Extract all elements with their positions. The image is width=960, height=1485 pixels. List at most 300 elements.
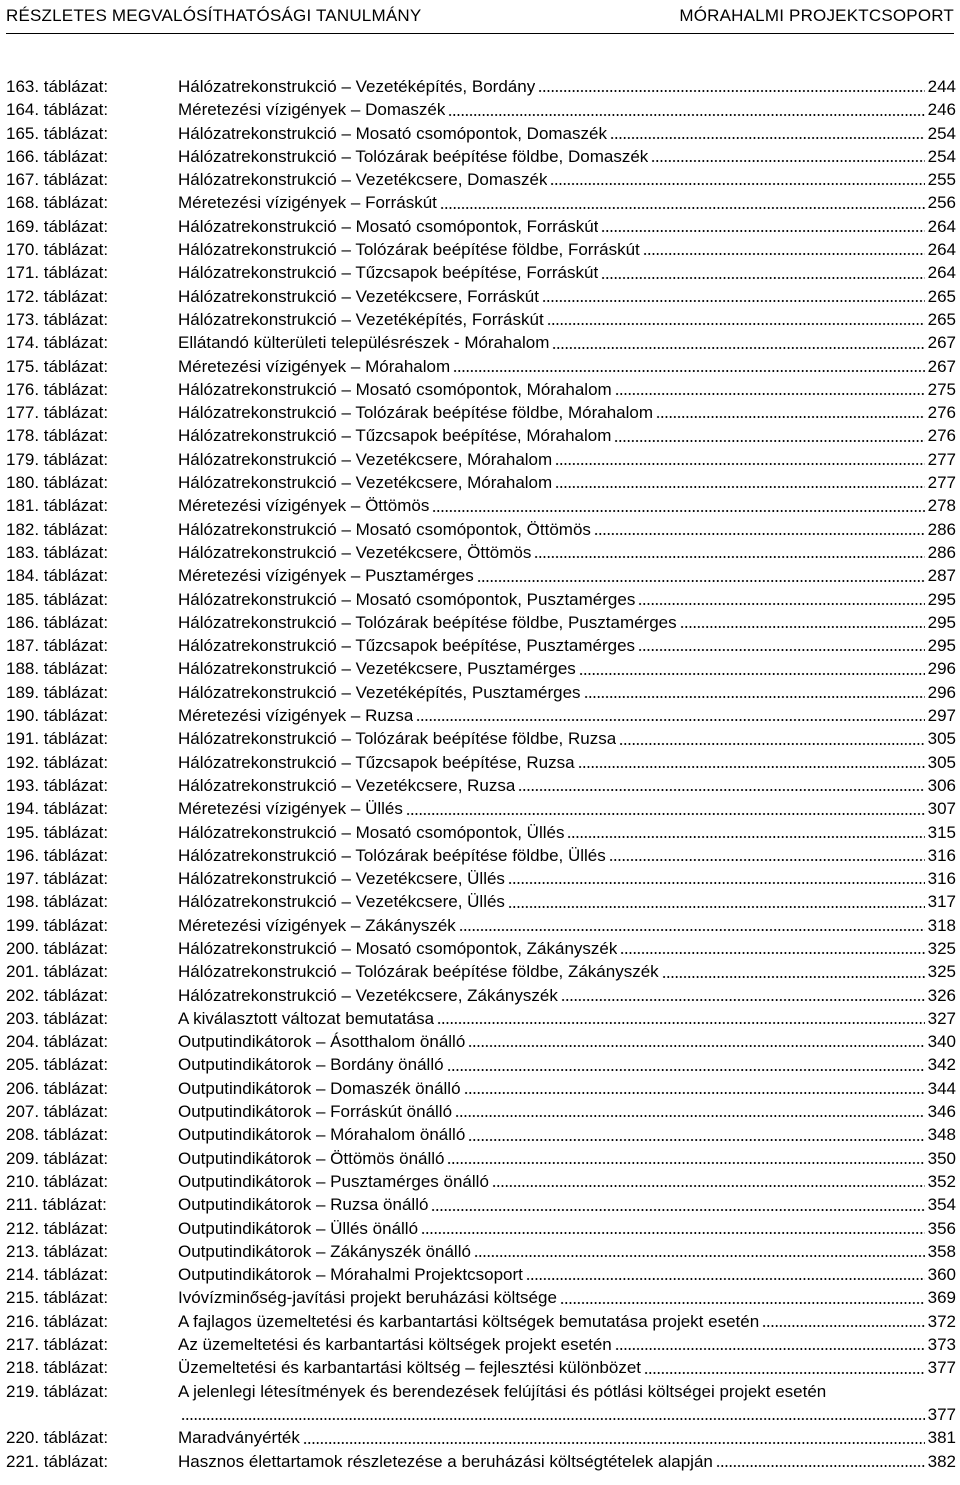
toc-entry-title: Hálózatrekonstrukció – Vezetéképítés, Pusztamérges [178,682,581,702]
dot-leader [651,158,924,163]
toc-entry-title: Hálózatrekonstrukció – Tolózárak beépítése földbe, Zákányszék [178,962,659,982]
toc-entry-page: 254 [927,146,956,166]
toc-entry-title: Hálózatrekonstrukció – Vezetékcsere, Öttömös [178,542,532,562]
dot-leader [656,414,925,419]
toc-entry-page: 356 [927,1218,956,1238]
toc-entry-page: 246 [927,100,956,120]
toc-entry-number: 187. táblázat: [6,636,109,656]
toc-entry-number: 168. táblázat: [6,193,109,213]
dot-leader [578,764,925,769]
toc-entry[interactable] [6,1333,956,1356]
toc-entry-page: 265 [927,309,956,329]
toc-entry-number: 164. táblázat: [6,100,109,120]
toc-entry[interactable] [6,401,956,424]
dot-leader [447,1160,924,1165]
toc-entry[interactable] [6,1310,956,1333]
toc-entry-page: 287 [927,566,956,586]
toc-entry-number: 190. táblázat: [6,706,109,726]
toc-entry[interactable] [6,308,956,331]
toc-entry-page: 276 [927,403,956,423]
toc-entry-page: 277 [927,473,956,493]
toc-entry-number: 208. táblázat: [6,1125,109,1145]
toc-entry-title: Outputindikátorok – Mórahalmi Projektcsoport [178,1265,523,1285]
toc-entry-number: 198. táblázat: [6,892,109,912]
toc-entry-number: 193. táblázat: [6,775,109,795]
toc-entry-title: Hálózatrekonstrukció – Tolózárak beépítése földbe, Mórahalom [178,403,654,423]
toc-entry-number: 165. táblázat: [6,123,109,143]
toc-entry[interactable] [6,564,956,587]
toc-entry[interactable] [6,1426,956,1449]
toc-entry-number: 215. táblázat: [6,1288,109,1308]
toc-entry-title: Üzemeltetési és karbantartási költség – fejlesztési különbözet [178,1358,642,1378]
toc-entry-number: 219. táblázat: [6,1381,109,1401]
toc-entry-title: Hálózatrekonstrukció – Tolózárak beépítése földbe, Pusztamérges [178,612,677,632]
dot-leader [601,228,924,233]
toc-entry-number: 182. táblázat: [6,519,109,539]
dot-leader [638,647,925,652]
toc-entry-title: Outputindikátorok – Ruzsa önálló [178,1195,429,1215]
toc-entry-title: Méretezési vízigények – Domaszék [178,100,446,120]
toc-entry-number: 196. táblázat: [6,845,109,865]
toc-entry-title: Hálózatrekonstrukció – Vezetéképítés, Forráskút [178,309,544,329]
toc-entry-page: 286 [927,519,956,539]
toc-entry[interactable] [6,797,956,820]
toc-entry-number: 204. táblázat: [6,1032,109,1052]
dot-leader [680,624,925,629]
page-header [6,0,954,32]
toc-entry[interactable] [6,1217,956,1240]
toc-entry-title: Hálózatrekonstrukció – Tűzcsapok beépítése, Ruzsa [178,752,575,772]
toc-entry-number: 181. táblázat: [6,496,109,516]
toc-entry-title: Outputindikátorok – Zákányszék önálló [178,1241,471,1261]
toc-entry-title: Hálózatrekonstrukció – Tűzcsapok beépítése, Mórahalom [178,426,612,446]
dot-leader [459,927,925,932]
toc-entry[interactable] [6,727,956,750]
toc-entry[interactable] [6,145,956,168]
dot-leader [181,1416,925,1421]
toc-entry-title: Hálózatrekonstrukció – Tolózárak beépítése földbe, Forráskút [178,240,640,260]
dot-leader [584,694,925,699]
toc-entry-number: 213. táblázat: [6,1241,109,1261]
toc-entry-number: 220. táblázat: [6,1428,109,1448]
dot-leader [448,112,924,117]
toc-entry-number: 210. táblázat: [6,1171,109,1191]
dot-leader [547,321,925,326]
dot-leader [619,741,924,746]
toc-entry-title: Hálózatrekonstrukció – Vezetékcsere, Pusztamérges [178,659,576,679]
toc-entry-page: 277 [927,449,956,469]
toc-entry[interactable] [6,285,956,308]
toc-entry-title: Méretezési vízigények – Forráskút [178,193,437,213]
toc-entry[interactable] [6,98,956,121]
dot-leader [538,88,924,93]
toc-entry-title: Hálózatrekonstrukció – Mosató csomópontok, Mórahalom [178,379,612,399]
toc-entry-title: A kiválasztott változat bemutatása [178,1008,435,1028]
toc-entry-title: Méretezési vízigények – Üllés [178,799,403,819]
toc-entry-page: 344 [927,1078,956,1098]
toc-entry-page: 325 [927,938,956,958]
toc-entry-number: 206. táblázat: [6,1078,109,1098]
document-title: RÉSZLETES MEGVALÓSÍTHATÓSÁGI TANULMÁNY [6,6,422,25]
toc-entry[interactable] [6,774,956,797]
toc-entry-title: Hálózatrekonstrukció – Mosató csomópontok, Üllés [178,822,565,842]
toc-entry[interactable] [6,960,956,983]
toc-entry-number: 188. táblázat: [6,659,109,679]
toc-entry-title: Hálózatrekonstrukció – Mosató csomópontok, Pusztamérges [178,589,636,609]
toc-entry-number: 179. táblázat: [6,449,109,469]
toc-entry-page: 297 [927,706,956,726]
toc-entry-page: 348 [927,1125,956,1145]
toc-entry[interactable] [6,355,956,378]
toc-entry-title: Hálózatrekonstrukció – Vezetékcsere, Üllés [178,892,505,912]
toc-entry[interactable] [6,914,956,937]
dot-leader [561,997,925,1002]
toc-entry-number: 207. táblázat: [6,1102,109,1122]
dot-leader [620,950,924,955]
toc-entry-number: 202. táblázat: [6,985,109,1005]
dot-leader [431,1207,924,1212]
toc-entry-number: 186. táblázat: [6,612,109,632]
toc-entry-number: 171. táblázat: [6,263,109,283]
toc-entry-title: Méretezési vízigények – Ruzsa [178,706,414,726]
toc-entry-page: 305 [927,729,956,749]
dot-leader [550,181,924,186]
toc-entry-number: 218. táblázat: [6,1358,109,1378]
toc-entry-page: 382 [927,1451,956,1471]
toc-entry-page: 286 [927,542,956,562]
dot-leader [416,717,924,722]
dot-leader [468,1043,924,1048]
dot-leader [437,1020,925,1025]
toc-entry-title: Hálózatrekonstrukció – Vezetékcsere, Domaszék [178,170,548,190]
dot-leader [303,1440,925,1445]
toc-entry-page: 369 [927,1288,956,1308]
toc-entry[interactable] [6,494,956,517]
toc-entry[interactable] [6,844,956,867]
toc-entry-number: 200. táblázat: [6,938,109,958]
toc-entry-number: 185. táblázat: [6,589,109,609]
dot-leader [453,368,925,373]
toc-entry[interactable] [6,122,956,145]
toc-entry[interactable] [6,1030,956,1053]
toc-entry-number: 174. táblázat: [6,333,109,353]
toc-entry[interactable] [6,1100,956,1123]
toc-entry[interactable] [6,378,956,401]
toc-entry-page: 267 [927,333,956,353]
dot-leader [662,974,925,979]
toc-entry[interactable] [6,704,956,727]
toc-entry-page: 327 [927,1008,956,1028]
toc-entry-number: 205. táblázat: [6,1055,109,1075]
toc-entry-number: 217. táblázat: [6,1335,109,1355]
toc-entry-number: 172. táblázat: [6,286,109,306]
toc-entry-number: 194. táblázat: [6,799,109,819]
toc-entry[interactable] [6,1380,956,1403]
toc-entry-page: 360 [927,1265,956,1285]
toc-entry[interactable] [6,1123,956,1146]
toc-entry[interactable] [6,611,956,634]
toc-entry-page: 352 [927,1171,956,1191]
toc-entry-page: 295 [927,636,956,656]
toc-entry-title: Hálózatrekonstrukció – Mosató csomópontok, Öttömös [178,519,591,539]
toc-entry[interactable] [6,1450,956,1473]
toc-entry[interactable] [6,657,956,680]
toc-entry-title: Outputindikátorok – Bordány önálló [178,1055,444,1075]
toc-entry[interactable] [6,471,956,494]
toc-entry[interactable] [6,1356,956,1379]
toc-entry-page: 256 [927,193,956,213]
toc-entry-page: 318 [927,915,956,935]
toc-entry-number: 184. táblázat: [6,566,109,586]
dot-leader [406,811,925,816]
toc-entry-number: 195. táblázat: [6,822,109,842]
toc-entry-page: 264 [927,263,956,283]
dot-leader [716,1463,925,1468]
dot-leader [615,391,925,396]
toc-entry-page: 373 [927,1335,956,1355]
toc-entry-page: 296 [927,659,956,679]
toc-entry-page: 295 [927,589,956,609]
dot-leader [601,275,924,280]
toc-entry-title: Outputindikátorok – Öttömös önálló [178,1148,445,1168]
dot-leader [468,1137,924,1142]
toc-entry-number: 173. táblázat: [6,309,109,329]
dot-leader [477,578,925,583]
toc-entry[interactable] [6,448,956,471]
toc-entry-page: 315 [927,822,956,842]
toc-entry-title: Hasznos élettartamok részletezése a beruházási költségtételek alapján [178,1451,713,1471]
toc-entry-page: 326 [927,985,956,1005]
toc-entry-page: 306 [927,775,956,795]
toc-entry[interactable] [6,1053,956,1076]
dot-leader [644,1370,925,1375]
toc-entry-page: 372 [927,1311,956,1331]
toc-entry-number: 166. táblázat: [6,146,109,166]
toc-entry[interactable] [6,424,956,447]
toc-entry-page: 244 [927,77,956,96]
toc-entry-number: 167. táblázat: [6,170,109,190]
toc-entry[interactable] [6,1263,956,1286]
dot-leader [567,834,924,839]
toc-entry[interactable] [6,681,956,704]
toc-entry-title: Hálózatrekonstrukció – Vezetékcsere, Mórahalom [178,449,553,469]
toc-entry[interactable] [6,1147,956,1170]
toc-entry-number: 191. táblázat: [6,729,109,749]
toc-entry-page: 316 [927,845,956,865]
toc-entry-page: 377 [927,1404,956,1424]
toc-entry-title: Hálózatrekonstrukció – Mosató csomópontok, Domaszék [178,123,607,143]
dot-leader [421,1230,925,1235]
toc-entry[interactable] [6,238,956,261]
toc-entry-number: 170. táblázat: [6,240,109,260]
dot-leader [615,1346,925,1351]
dot-leader [762,1323,924,1328]
toc-entry-title: A fajlagos üzemeltetési és karbantartási költségek bemutatása projekt esetén [178,1311,760,1331]
table-of-contents [6,75,956,1473]
toc-entry-title: Hálózatrekonstrukció – Vezetékcsere, Forráskút [178,286,539,306]
toc-entry-page: 275 [927,379,956,399]
toc-entry-page: 342 [927,1055,956,1075]
toc-entry[interactable] [6,215,956,238]
toc-entry-page: 295 [927,612,956,632]
toc-entry-title: Hálózatrekonstrukció – Vezetékcsere, Zákányszék [178,985,558,1005]
toc-entry-title: Méretezési vízigények – Zákányszék [178,915,456,935]
toc-entry-number: 221. táblázat: [6,1451,109,1471]
toc-entry-page: 307 [927,799,956,819]
toc-entry-number: 189. táblázat: [6,682,109,702]
toc-entry-title: Méretezési vízigények – Öttömös [178,496,430,516]
dot-leader [552,345,924,350]
toc-entry-title: Maradványérték [178,1428,300,1448]
toc-entry-number: 192. táblázat: [6,752,109,772]
toc-entry[interactable] [6,331,956,354]
toc-entry-page: 346 [927,1102,956,1122]
toc-entry-title: Hálózatrekonstrukció – Vezetékcsere, Mórahalom [178,473,553,493]
toc-entry[interactable] [6,890,956,913]
toc-entry-page: 267 [927,356,956,376]
toc-entry-number: 197. táblázat: [6,869,109,889]
dot-leader [508,904,925,909]
toc-entry[interactable] [6,1240,956,1263]
toc-entry[interactable] [6,261,956,284]
toc-entry-number: 212. táblázat: [6,1218,109,1238]
toc-entry-page: 254 [927,123,956,143]
toc-entry-page: 264 [927,240,956,260]
dot-leader [464,1090,925,1095]
dot-leader [492,1183,925,1188]
dot-leader [455,1113,925,1118]
toc-entry-title: Hálózatrekonstrukció – Mosató csomópontok, Zákányszék [178,938,618,958]
toc-entry-page: 340 [927,1032,956,1052]
toc-entry[interactable] [6,1170,956,1193]
toc-entry-number: 214. táblázat: [6,1265,109,1285]
dot-leader [560,1300,925,1305]
dot-leader [614,438,924,443]
toc-entry-title: Hálózatrekonstrukció – Tűzcsapok beépítése, Pusztamérges [178,636,636,656]
toc-entry-title: Outputindikátorok – Domaszék önálló [178,1078,461,1098]
toc-entry-number: 216. táblázat: [6,1311,109,1331]
dot-leader [440,205,925,210]
dot-leader [508,880,925,885]
toc-entry-title: Méretezési vízigények – Pusztamérges [178,566,474,586]
toc-entry-title: Az üzemeltetési és karbantartási költségek projekt esetén [178,1335,612,1355]
toc-entry-title: Hálózatrekonstrukció – Tolózárak beépítése földbe, Üllés [178,845,606,865]
toc-entry-number: 209. táblázat: [6,1148,109,1168]
dot-leader [643,251,925,256]
dot-leader [594,531,925,536]
toc-entry-page: 317 [927,892,956,912]
toc-entry-page: 296 [927,682,956,702]
toc-entry-number: 180. táblázat: [6,473,109,493]
toc-entry[interactable] [6,1007,956,1030]
toc-entry-title: Hálózatrekonstrukció – Mosató csomópontok, Forráskút [178,216,599,236]
toc-entry-page: 305 [927,752,956,772]
dot-leader [638,601,924,606]
toc-entry[interactable] [6,984,956,1007]
toc-entry-title: Hálózatrekonstrukció – Tűzcsapok beépítése, Forráskút [178,263,599,283]
dot-leader [518,787,924,792]
toc-entry[interactable] [6,191,956,214]
dot-leader [555,484,924,489]
dot-leader [579,671,925,676]
toc-entry[interactable] [6,821,956,844]
toc-entry-title: Hálózatrekonstrukció – Vezetékcsere, Üllés [178,869,505,889]
toc-entry-continuation[interactable] [6,1403,956,1426]
toc-entry-number: 175. táblázat: [6,356,109,376]
dot-leader [610,135,925,140]
toc-entry-title: Hálózatrekonstrukció – Vezetéképítés, Bordány [178,77,536,96]
toc-entry-page: 325 [927,962,956,982]
dot-leader [555,461,924,466]
project-name: MÓRAHALMI PROJEKTCSOPORT [679,6,954,25]
toc-entry-page: 255 [927,170,956,190]
toc-entry-page: 316 [927,869,956,889]
toc-entry[interactable] [6,1286,956,1309]
toc-entry-title: A jelenlegi létesítmények és berendezések felújítási és pótlási költségei projekt esetén [178,1381,827,1401]
toc-entry-number: 183. táblázat: [6,542,109,562]
toc-entry[interactable] [6,937,956,960]
toc-entry[interactable] [6,518,956,541]
toc-entry-title: Outputindikátorok – Forráskút önálló [178,1102,453,1122]
dot-leader [534,554,924,559]
toc-entry-page: 264 [927,216,956,236]
toc-entry-title: Outputindikátorok – Pusztamérges önálló [178,1171,489,1191]
dot-leader [447,1067,925,1072]
dot-leader [609,857,925,862]
toc-entry-number: 178. táblázat: [6,426,109,446]
toc-entry[interactable] [6,867,956,890]
toc-entry[interactable] [6,751,956,774]
toc-entry-title: Outputindikátorok – Mórahalom önálló [178,1125,466,1145]
toc-entry-number: 169. táblázat: [6,216,109,236]
dot-leader [474,1253,925,1258]
toc-entry-page: 278 [927,496,956,516]
toc-entry-title: Outputindikátorok – Ásotthalom önálló [178,1032,466,1052]
toc-entry-number: 163. táblázat: [6,77,109,96]
toc-entry-page: 358 [927,1241,956,1261]
toc-entry-page: 354 [927,1195,956,1215]
toc-entry-page: 350 [927,1148,956,1168]
toc-entry-title: Hálózatrekonstrukció – Tolózárak beépítése földbe, Ruzsa [178,729,617,749]
toc-entry[interactable] [6,588,956,611]
toc-entry-number: 176. táblázat: [6,379,109,399]
toc-entry-page: 381 [927,1428,956,1448]
toc-entry[interactable] [6,1193,956,1216]
toc-entry-title: Outputindikátorok – Üllés önálló [178,1218,419,1238]
toc-entry[interactable] [6,168,956,191]
toc-entry[interactable] [6,541,956,564]
toc-entry[interactable] [6,1077,956,1100]
toc-entry-page: 377 [927,1358,956,1378]
toc-entry-number: 201. táblázat: [6,962,109,982]
toc-entry-title: Méretezési vízigények – Mórahalom [178,356,451,376]
toc-entry-number: 211. táblázat: [6,1195,107,1215]
toc-entry-page: 276 [927,426,956,446]
header-divider [6,33,954,34]
toc-entry[interactable] [6,75,956,98]
dot-leader [542,298,925,303]
toc-entry-page: 265 [927,286,956,306]
toc-entry-title: Hálózatrekonstrukció – Tolózárak beépítése földbe, Domaszék [178,146,649,166]
toc-entry-title: Ivóvízminőség-javítási projekt beruházási költsége [178,1288,557,1308]
toc-entry-title: Hálózatrekonstrukció – Vezetékcsere, Ruzsa [178,775,516,795]
toc-entry[interactable] [6,634,956,657]
toc-entry-number: 203. táblázat: [6,1008,109,1028]
toc-entry-title: Ellátandó külterületi településrészek - Mórahalom [178,333,550,353]
toc-entry-number: 199. táblázat: [6,915,109,935]
dot-leader [526,1276,925,1281]
dot-leader [432,508,924,513]
